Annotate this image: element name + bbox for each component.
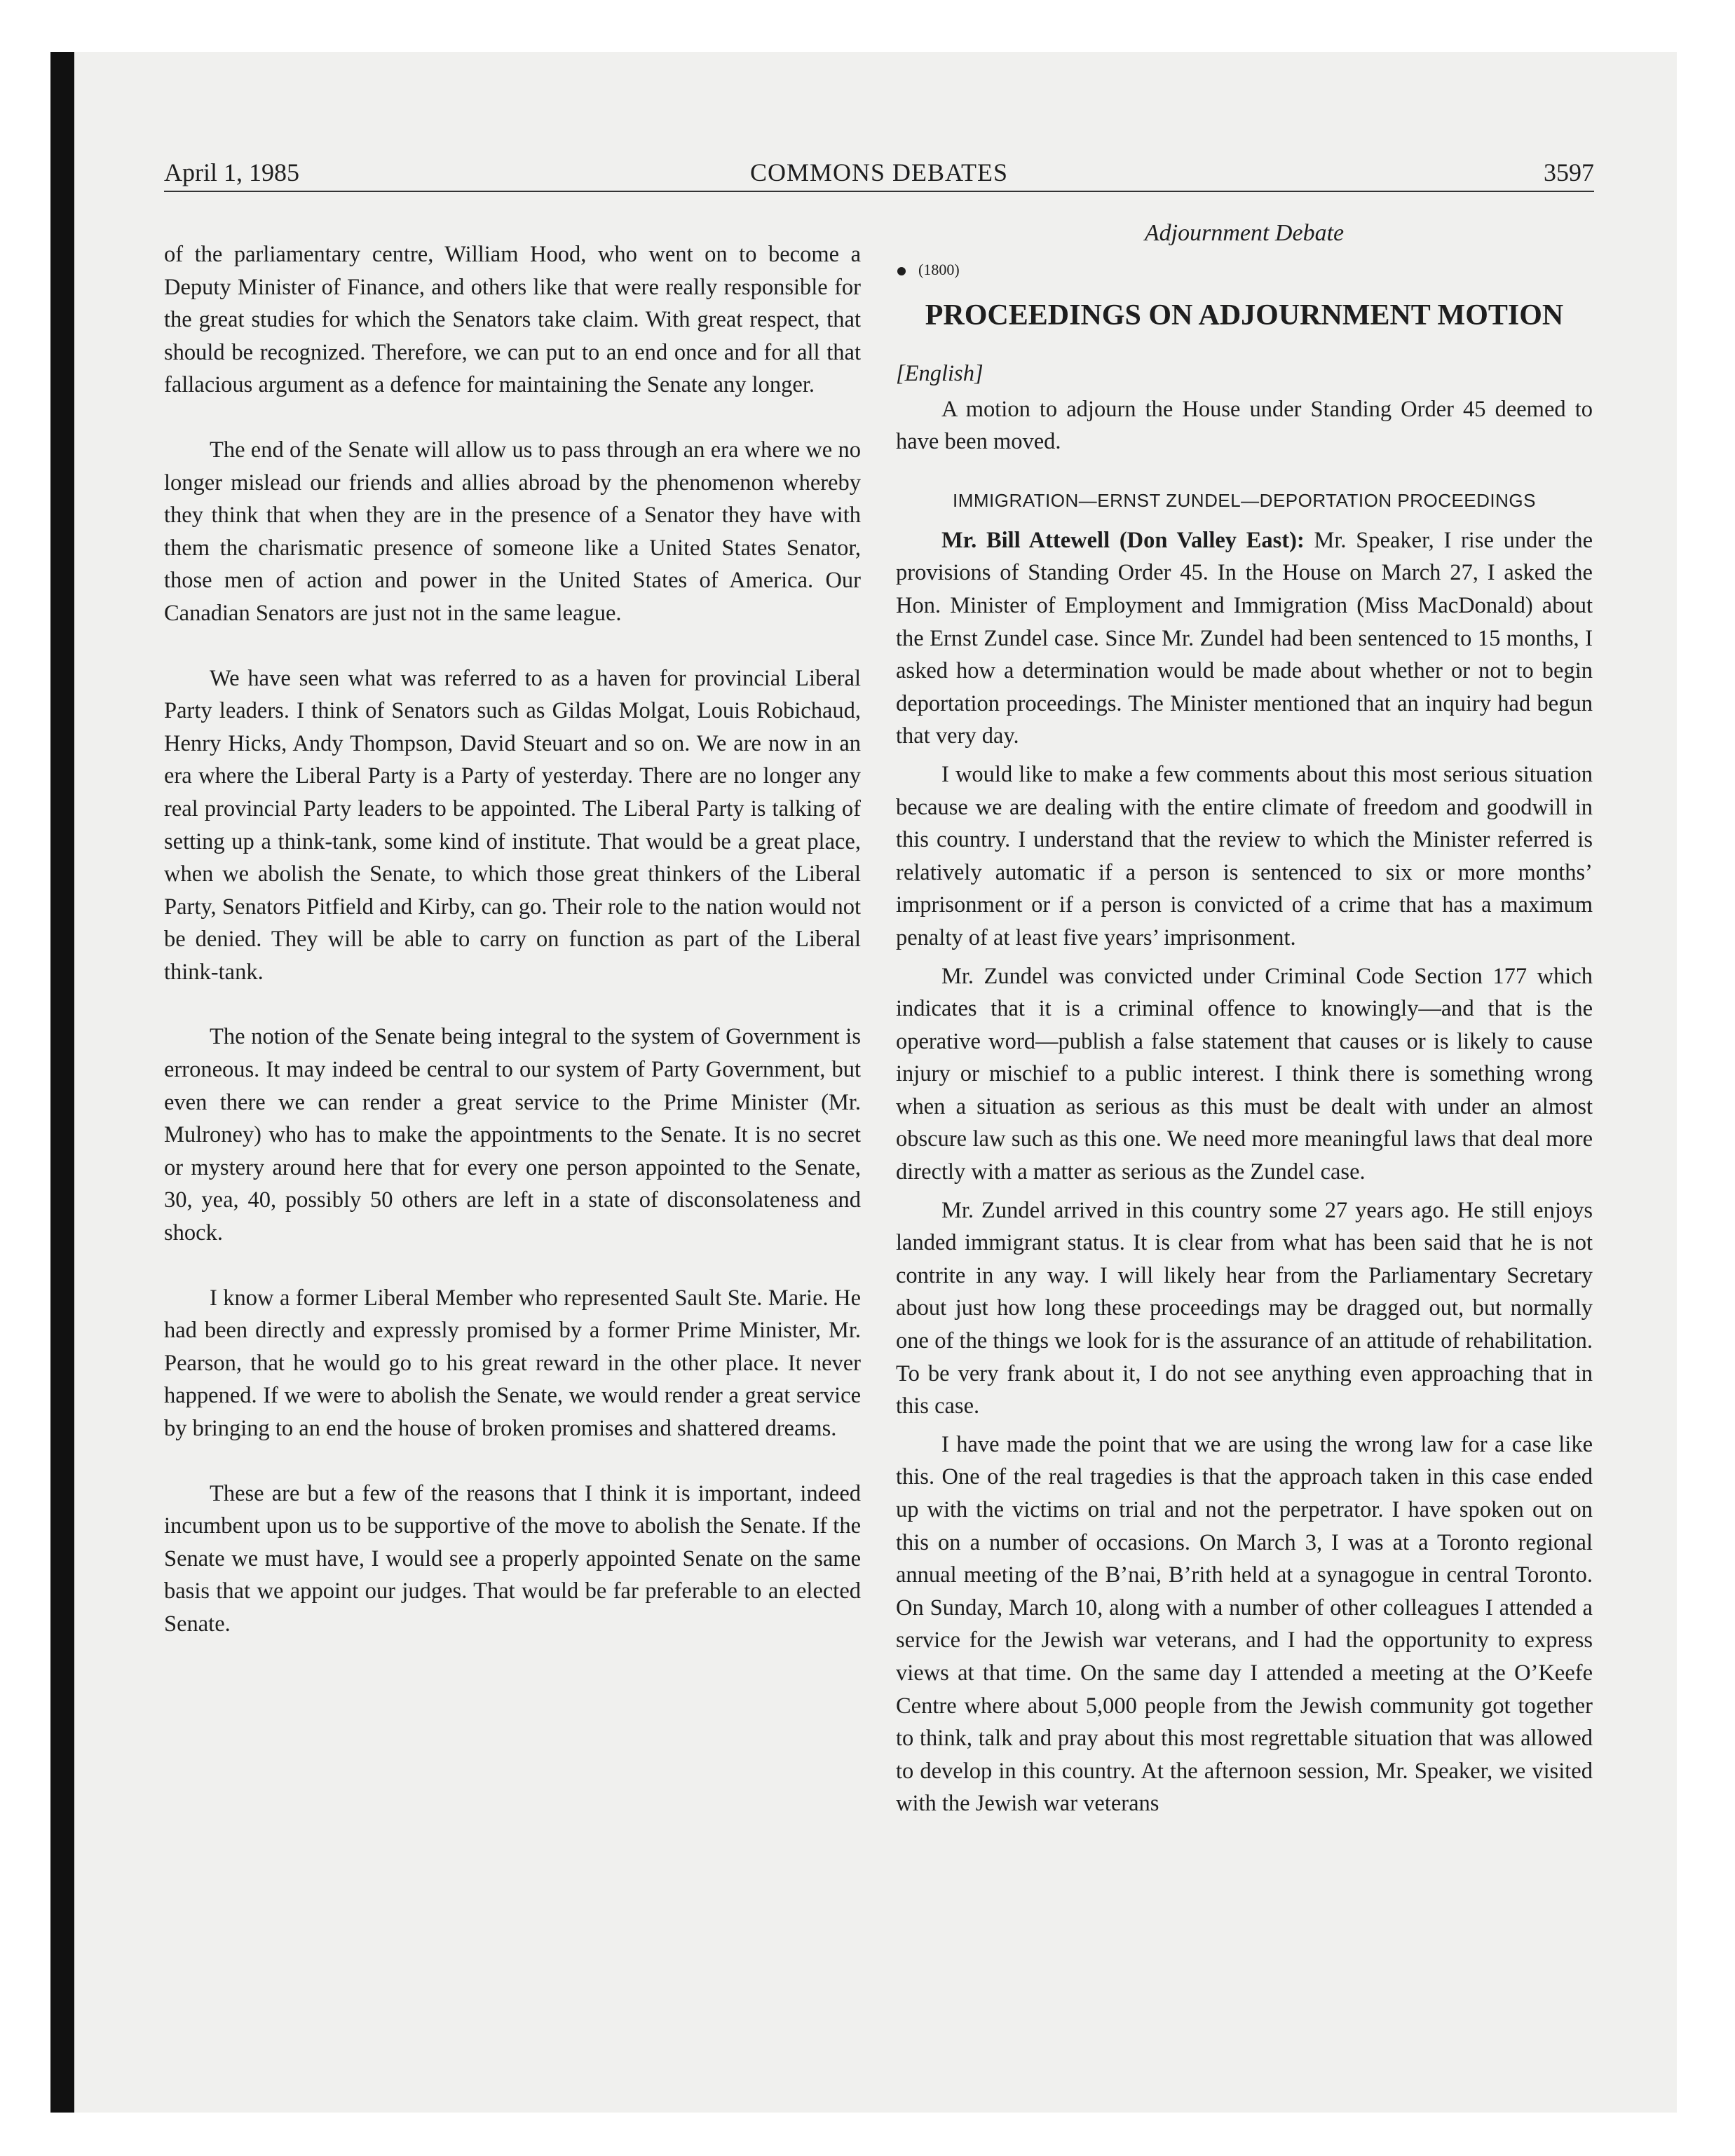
binding-edge xyxy=(50,52,74,2113)
speaker-paragraph xyxy=(896,524,1593,753)
language-tag: [English] xyxy=(896,361,984,386)
paragraph: The notion of the Senate being integral to the system of Government is erroneous. It may indeed be central to our system of Party Government, but even there we can render a great service to the Prime Minister (Mr. Mulroney) who has to make the appointments to the Senate. It is no secret or mystery around here that for every one person appointed to the Senate, 30, yea, 40, possibly 50 others are left in a state of disconsolateness and shock. xyxy=(164,1024,861,1246)
header-title: COMMONS DEBATES xyxy=(749,158,1009,186)
left-column xyxy=(164,238,861,1673)
section-title: PROCEEDINGS ON ADJOURNMENT MOTION xyxy=(925,299,1564,332)
paragraph: These are but a few of the reasons that I think it is important, indeed incumbent upon us to be supportive of the move to abolish the Senate. If the Senate we must have, I would see a properly appointed Senate on the same basis that we appoint our judges. That would be far preferable to an elected Senate. xyxy=(164,1480,861,1637)
header-date: April 1, 1985 xyxy=(164,158,299,186)
paragraph: of the parliamentary centre, William Hood, who went on to become a Deputy Minister of Finance, and others like that were really responsible for the great studies for which the Senators take claim. With great respect, that should be recognized. Therefore, we can put to an end once and for all that fallacious argument as a defence for maintaining the Senate any longer. xyxy=(164,242,861,398)
timestamp xyxy=(896,254,1593,286)
speaker-name: Mr. Bill Attewell (Don Valley East): xyxy=(941,527,1305,553)
right-column xyxy=(896,220,1593,1826)
intro-paragraph: A motion to adjourn the House under Standing Order 45 deemed to have been moved. xyxy=(896,396,1593,455)
paragraph: I have made the point that we are using the wrong law for a case like this. One of the real tragedies is that the approach taken in this case ended up with the victims on trial and not the perpetrator. I have spoken out on this on a number of occasions. On March 3, I was at a Toronto regional annual meeting of the B’nai, B’rith held at a synagogue in central Toronto. On Sunday, March 10, along with a number of other colleagues I attended a service for the Jewish war veterans, and I had the opportunity to express views at that time. On the same day I attended a meeting at the O’Keefe Centre where about 5,000 people from the Jewish community got together to think, talk and pray about this most regrettable situation that was allowed to develop in this country. At the afternoon session, Mr. Speaker, we visited with the Jewish war veterans xyxy=(896,1431,1593,1817)
page-number: 3597 xyxy=(1544,158,1594,186)
speech-text: Mr. Speaker, I rise under the provisions of Standing Order 45. In the House on March 27, I asked the Hon. Minister of Employment and Immigration (Miss MacDonald) about the Ernst Zundel case. Since Mr. Zundel had been sentenced to 15 months, I asked how a determination would be made about whether or not to begin deportation proceedings. The Minister mentioned that an inquiry had begun that very day. xyxy=(896,527,1593,749)
paragraph: The end of the Senate will allow us to pass through an era where we no longer mislead our friends and allies abroad by the phenomenon whereby they think that when they are in the presence of a Senator they have with them the charismatic presence of someone like a United States Senator, those men of action and power in the United States of America. Our Canadian Senators are just not in the same league. xyxy=(164,437,861,626)
paragraph: We have seen what was referred to as a haven for provincial Liberal Party leaders. I think of Senators such as Gildas Molgat, Louis Robichaud, Henry Hicks, Andy Thompson, David Steuart and so on. We are now in an era where the Liberal Party is a Party of yesterday. There are no longer any real provincial Party leaders to be appointed. The Liberal Party is talking of setting up a think-tank, some kind of institute. That would be a great place, when we abolish the Senate, to which those great thinkers of the Liberal Party, Senators Pitfield and Kirby, can go. Their role to the nation would not be denied. They will be able to carry on function as part of the Liberal think-tank. xyxy=(164,665,861,985)
paragraph: Mr. Zundel arrived in this country some 27 years ago. He still enjoys landed immigrant status. It is clear from what has been said that he is not contrite in any way. I will likely hear from the Parliamentary Secretary about just how long these proceedings may be dragged out, but normally one of the things we look for is the assurance of an attitude of rehabilitation. To be very frank about it, I do not see anything even approaching that in this case. xyxy=(896,1197,1593,1419)
paragraph: I would like to make a few comments about this most serious situation because we are dealing with the entire climate of freedom and goodwill in this country. I understand that the review to which the Minister referred is relatively automatic if a person is sentenced to six or more months’ imprisonment or if a person is convicted of a crime that has a maximum penalty of at least five years’ imprisonment. xyxy=(896,761,1593,950)
running-head: Adjournment Debate xyxy=(1144,220,1345,246)
page-header xyxy=(164,156,1594,192)
timestamp-text: (1800) xyxy=(918,261,960,278)
paragraph: Mr. Zundel was convicted under Criminal Code Section 177 which indicates that it is a criminal offence to knowingly—and that is the operative word—publish a false statement that causes or is likely to cause injury or mischief to a public interest. I think there is something wrong when a situation as serious as this must be dealt with under an almost obscure law such as this one. We need more meaningful laws that deal more directly with a matter as serious as the Zundel case. xyxy=(896,963,1593,1185)
subheading: IMMIGRATION—ERNST ZUNDEL—DEPORTATION PROCEEDINGS xyxy=(953,489,1536,511)
paragraph: I know a former Liberal Member who represented Sault Ste. Marie. He had been directly and expressly promised by a former Prime Minister, Mr. Pearson, that he would go to his great reward in the other place. It never happened. If we were to abolish the Senate, we would render a great service by bringing to an end the house of broken promises and shattered dreams. xyxy=(164,1285,861,1441)
bullet-icon xyxy=(897,267,906,275)
